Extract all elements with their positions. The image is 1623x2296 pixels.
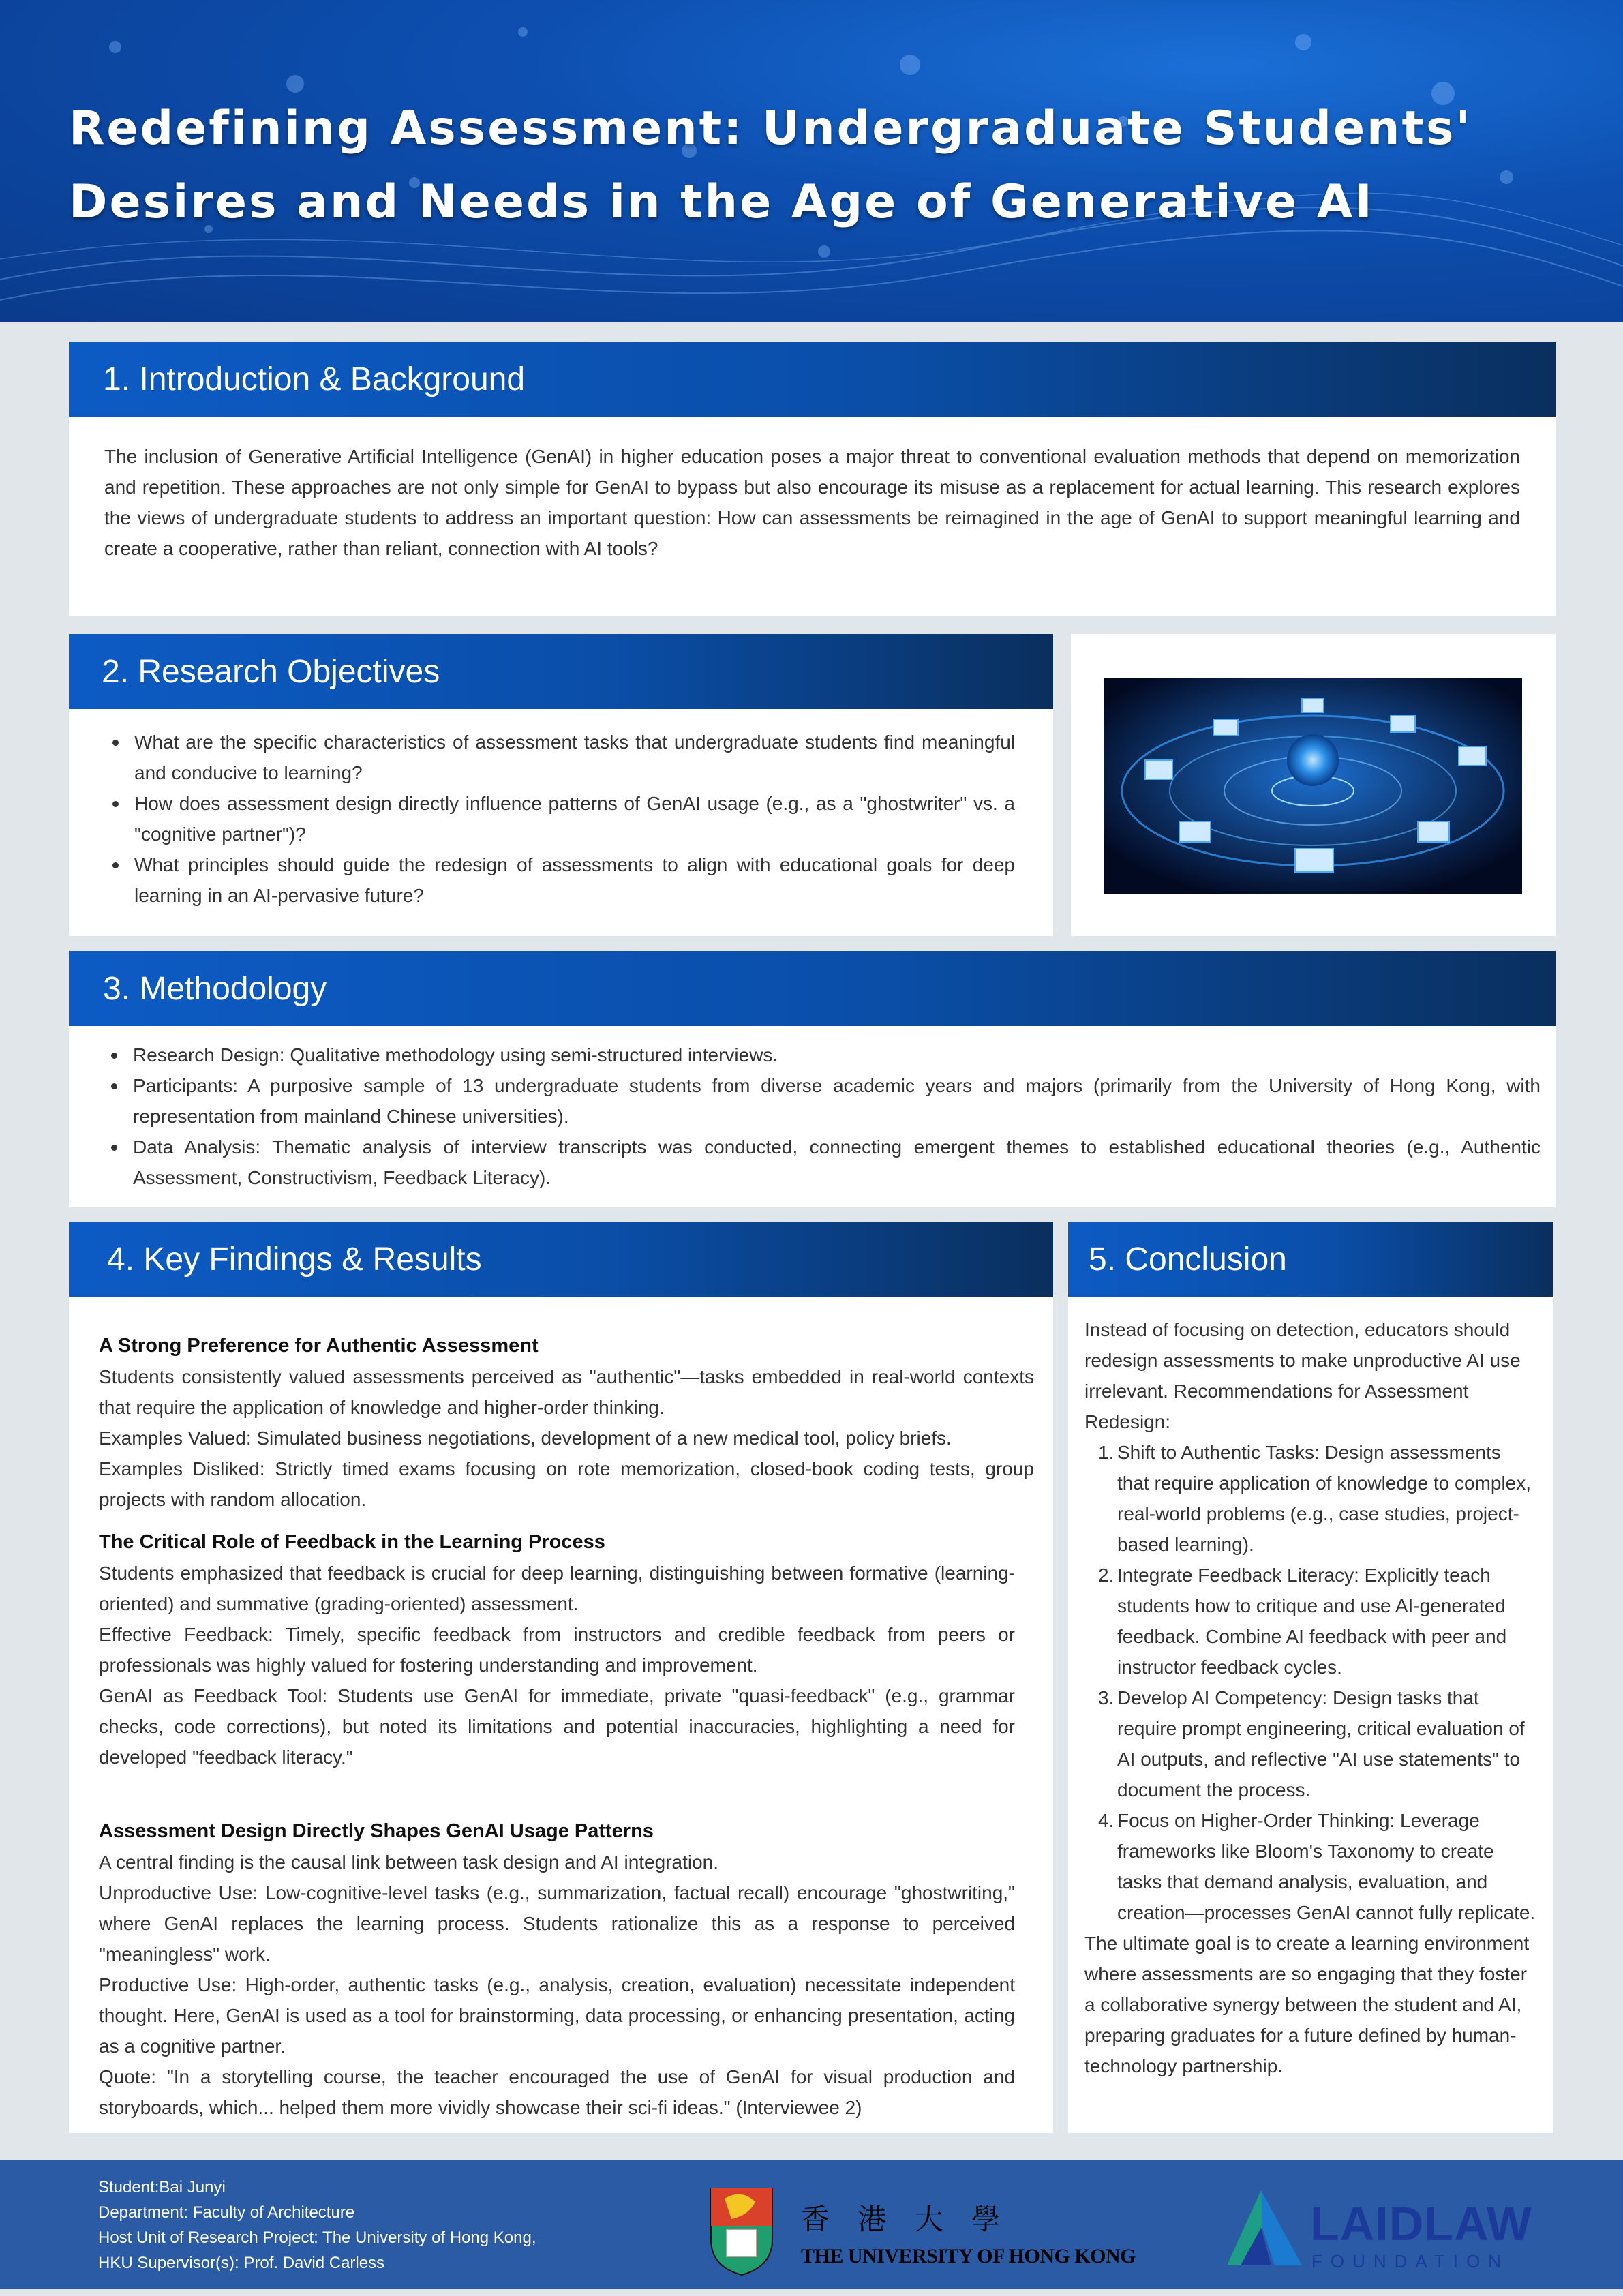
item-number: 1. [1098,1442,1114,1463]
list-item [1084,1682,1536,1805]
conclusion-outro: The ultimate goal is to create a learning environment where assessments are so engaging that they foster a collaborative synergy between the student and AI, preparing graduates for a future defined by human-technology partnership. [1084,1933,1530,2076]
list-item [1084,1805,1536,1928]
finding-title: The Critical Role of Feedback in the Learning Process [99,1531,605,1553]
ai-network-illustration [1104,678,1522,894]
section-heading: 5. Conclusion [1068,1222,1553,1297]
finding-text: GenAI as Feedback Tool: Students use GenAI for immediate, private "quasi-feedback" (e.g., grammar checks, code corrections), but noted its limitations and potential inaccuracies, highlighting a need for developed "feedback literacy." [99,1685,1015,1768]
laidlaw-wordmark: LAIDLAW [1310,2197,1532,2250]
hku-crest-logo [708,2185,776,2277]
finding-text: Examples Valued: Simulated business negotiations, development of a new medical tool, policy briefs. [99,1428,952,1449]
list-item: What principles should guide the redesign of assessments to align with educational goals for deep learning in an AI-pervasive future? [104,849,1015,911]
conclusion-body [1068,1297,1553,2081]
section-introduction [69,342,1556,616]
list-item [1084,1437,1536,1560]
section-objectives [69,634,1053,936]
laidlaw-foundation-text: FOUNDATION [1311,2251,1509,2271]
hku-chinese-name: 香 港 大 學 [801,2203,1010,2236]
list-item: How does assessment design directly influence patterns of GenAI usage (e.g., as a "ghostwriter" vs. a "cognitive partner")? [104,788,1015,849]
intro-text: The inclusion of Generative Artificial Intelligence (GenAI) in higher education poses a major threat to conventional evaluation methods that depend on memorization and repetition. These approaches are not only simple for GenAI to bypass but also encourage its misuse as a replacement for actual learning. This research explores the views of undergraduate students to address an important question: How can assessments be reimagined in the age of GenAI to support meaningful learning and create a cooperative, rather than reliant, connection with AI tools? [104,446,1520,559]
methodology-list [69,1026,1556,1193]
list-item: Research Design: Qualitative methodology using semi-structured interviews. [103,1040,1541,1070]
section-methodology [69,951,1556,1207]
finding-text: Students emphasized that feedback is crucial for deep learning, distinguishing between formative (learning-oriented) and summative (grading-oriented) assessment. [99,1562,1015,1614]
list-item: Data Analysis: Thematic analysis of interview transcripts was conducted, connecting emergent themes to established educational theories (e.g., Authentic Assessment, Constructivism, Feedback Literacy). [103,1132,1541,1193]
student-line: Student:Bai Junyi [98,2178,226,2196]
finding-text: Productive Use: High-order, authentic tasks (e.g., analysis, creation, evaluation) necessitate independent thought. Here, GenAI is used as a tool for brainstorming, data processing, or enhancing presentation, acting as a cognitive partner. [99,1974,1015,2057]
finding-text: Students consistently valued assessments perceived as "authentic"—tasks embedded in real-world contexts that require the application of knowledge and higher-order thinking. [99,1366,1034,1418]
laidlaw-logo-mark [1220,2187,1309,2269]
recommendations-list [1084,1437,1536,1928]
section-conclusion [1068,1222,1553,2133]
section-heading: 3. Methodology [69,951,1556,1026]
finding-text: Examples Disliked: Strictly timed exams focusing on rote memorization, closed-book coding tests, group projects with random allocation. [99,1458,1034,1510]
department-line: Department: Faculty of Architecture [98,2203,355,2222]
section-key-findings [69,1222,1053,2133]
finding-text: Unproductive Use: Low-cognitive-level tasks (e.g., summarization, factual recall) encourage "ghostwriting," where GenAI replaces the learning process. Students rationalize this as a response to perceived "meaningless" work. [99,1882,1015,1965]
finding-text: Effective Feedback: Timely, specific feedback from instructors and credible feedback from peers or professionals was highly valued for fostering understanding and improvement. [99,1624,1015,1676]
supervisor-line: HKU Supervisor(s): Prof. David Carless [98,2254,385,2272]
illustration-card [1071,634,1556,936]
item-text: Develop AI Competency: Design tasks that require prompt engineering, critical evaluation of AI outputs, and reflective "AI use statements" to document the process. [1117,1687,1525,1800]
item-text: Shift to Authentic Tasks: Design assessments that require application of knowledge to complex, real-world problems (e.g., case studies, project-based learning). [1117,1442,1532,1555]
poster-title: Redefining Assessment: Undergraduate Students' Desires and Needs in the Age of Generative AI [69,102,1472,229]
footer [0,2160,1623,2289]
hku-english-name: THE UNIVERSITY OF HONG KONG [801,2245,1136,2267]
list-item: What are the specific characteristics of assessment tasks that undergraduate students find meaningful and conducive to learning? [104,727,1015,788]
list-item [1084,1560,1536,1682]
objectives-list [69,709,1053,911]
finding-title: A Strong Preference for Authentic Assessment [99,1335,539,1357]
section-heading: 1. Introduction & Background [69,342,1556,417]
title-banner [0,0,1623,322]
item-text: Focus on Higher-Order Thinking: Leverage frameworks like Bloom's Taxonomy to create tasks that demand analysis, evaluation, and creation—processes GenAI cannot fully replicate. [1117,1810,1536,1923]
credits [98,2175,536,2276]
item-text: Integrate Feedback Literacy: Explicitly teach students how to critique and use AI-generated feedback. Combine AI feedback with peer and instructor feedback cycles. [1117,1565,1507,1678]
item-number: 4. [1098,1810,1114,1831]
finding-title: Assessment Design Directly Shapes GenAI Usage Patterns [99,1820,654,1842]
conclusion-intro: Instead of focusing on detection, educators should redesign assessments to make unproductive AI use irrelevant. Recommendations for Assessment Redesign: [1084,1319,1521,1432]
findings-body [69,1297,1053,2123]
finding-text: A central finding is the causal link between task design and AI integration. [99,1852,719,1873]
item-number: 3. [1098,1687,1114,1708]
list-item: Participants: A purposive sample of 13 undergraduate students from diverse academic years and majors (primarily from the University of Hong Kong, with representation from mainland Chinese universities). [103,1070,1541,1132]
section-heading: 4. Key Findings & Results [69,1222,1053,1297]
item-number: 2. [1098,1565,1114,1586]
section-heading: 2. Research Objectives [69,634,1053,709]
finding-text: Quote: "In a storytelling course, the teacher encouraged the use of GenAI for visual production and storyboards, which... helped them more vividly showcase their sci-fi ideas." (Interviewee 2) [99,2066,1015,2118]
host-unit-line: Host Unit of Research Project: The University of Hong Kong, [98,2229,536,2247]
